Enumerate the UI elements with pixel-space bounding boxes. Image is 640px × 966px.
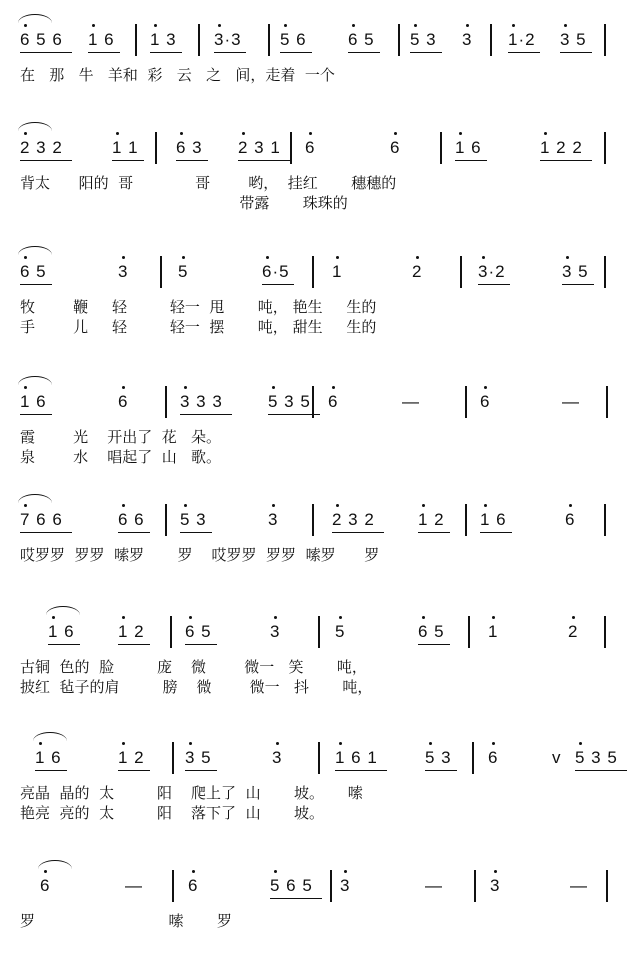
note-group: 6 6 — [118, 510, 145, 529]
octave-dot — [266, 256, 269, 259]
note-group: — — [562, 392, 580, 411]
note-group: 6 5 6 — [20, 30, 63, 49]
bar-line — [440, 132, 442, 164]
bar-line — [172, 742, 174, 774]
beam-line — [185, 644, 217, 645]
bar-line — [474, 870, 476, 902]
bar-line — [312, 256, 314, 288]
note-group: 6 3 — [176, 138, 203, 157]
lyric-line-2: 披红 毡子的肩 膀 微 微一 抖 吨， — [20, 678, 373, 696]
beam-line — [112, 160, 144, 161]
note-group: 3 5 — [560, 30, 587, 49]
octave-dot — [274, 870, 277, 873]
note-group: 1 6 — [48, 622, 75, 641]
beam-line — [48, 644, 80, 645]
octave-dot — [24, 24, 27, 27]
note-group: 3 — [490, 876, 501, 895]
octave-dot — [544, 132, 547, 135]
octave-dot — [189, 742, 192, 745]
beam-line — [150, 52, 182, 53]
beam-line — [180, 532, 212, 533]
bar-line — [312, 386, 314, 418]
octave-dot — [116, 132, 119, 135]
note-group: 6 — [328, 392, 339, 411]
note-group: — — [125, 876, 143, 895]
bar-line — [604, 256, 606, 288]
octave-dot — [336, 504, 339, 507]
note-group: 5 3 5 — [268, 392, 311, 411]
bar-line — [460, 256, 462, 288]
slur-arc — [18, 14, 52, 23]
score-row — [0, 30, 640, 120]
beam-line — [335, 770, 387, 771]
beam-line — [35, 770, 67, 771]
note-group: 6 — [118, 392, 129, 411]
note-group: 1 2 — [418, 510, 445, 529]
score-row — [0, 138, 640, 228]
octave-dot — [272, 386, 275, 389]
note-group: 6 — [390, 138, 401, 157]
note-group: 3 — [270, 622, 281, 641]
note-group: 6 — [565, 510, 576, 529]
beam-line — [176, 160, 208, 161]
beam-line — [262, 284, 294, 285]
octave-dot — [579, 742, 582, 745]
octave-dot — [122, 504, 125, 507]
octave-dot — [512, 24, 515, 27]
beam-line — [332, 532, 384, 533]
bar-line — [268, 24, 270, 56]
octave-dot — [572, 616, 575, 619]
note-group: 1 — [488, 622, 499, 641]
beam-line — [410, 52, 442, 53]
bar-line — [170, 616, 172, 648]
octave-dot — [344, 870, 347, 873]
bar-line — [606, 870, 608, 902]
note-group: 2 3 2 — [20, 138, 63, 157]
bar-line — [165, 504, 167, 536]
note-group: 3 — [118, 262, 129, 281]
lyric-line-1: 在 那 牛 羊和 彩 云 之 间，走着 一个 — [20, 66, 335, 84]
octave-dot — [92, 24, 95, 27]
slur-arc — [18, 494, 52, 503]
score-row — [0, 262, 640, 352]
note-group: 5 3 — [180, 510, 207, 529]
octave-dot — [416, 256, 419, 259]
octave-dot — [24, 132, 27, 135]
slur-arc — [18, 246, 52, 255]
note-group: 2 3 1 — [238, 138, 281, 157]
beam-line — [540, 160, 592, 161]
octave-dot — [189, 616, 192, 619]
beam-line — [270, 898, 322, 899]
octave-dot — [122, 386, 125, 389]
note-group: 1 6 — [88, 30, 115, 49]
beam-line — [418, 644, 450, 645]
note-group: 6 5 — [348, 30, 375, 49]
octave-dot — [484, 504, 487, 507]
bar-line — [604, 132, 606, 164]
octave-dot — [459, 132, 462, 135]
bar-line — [604, 504, 606, 536]
bar-line — [604, 24, 606, 56]
bar-line — [318, 742, 320, 774]
note-group: 5 3 — [425, 748, 452, 767]
octave-dot — [422, 616, 425, 619]
octave-dot — [39, 742, 42, 745]
note-group: 1 3 — [150, 30, 177, 49]
octave-dot — [494, 870, 497, 873]
octave-dot — [274, 616, 277, 619]
bar-line — [398, 24, 400, 56]
note-group: — — [570, 876, 588, 895]
octave-dot — [492, 742, 495, 745]
slur-arc — [18, 376, 52, 385]
beam-line — [20, 414, 52, 415]
octave-dot — [52, 616, 55, 619]
octave-dot — [309, 132, 312, 135]
octave-dot — [566, 256, 569, 259]
octave-dot — [24, 386, 27, 389]
bar-line — [198, 24, 200, 56]
bar-line — [465, 504, 467, 536]
note-group: 1 — [332, 262, 343, 281]
note-group: 6 — [188, 876, 199, 895]
octave-dot — [492, 616, 495, 619]
lyric-line-2: 手 儿 轻 轻一 摆 吨， 甜生 生的 — [20, 318, 377, 336]
note-group: 3 5 — [562, 262, 589, 281]
bar-line — [172, 870, 174, 902]
lyric-line-1: 哎罗罗 罗罗 嗦罗 罗 哎罗罗 罗罗 嗦罗 罗 — [20, 546, 380, 564]
octave-dot — [422, 504, 425, 507]
note-group: v — [552, 748, 562, 767]
score-row — [0, 876, 640, 966]
octave-dot — [180, 132, 183, 135]
octave-dot — [242, 132, 245, 135]
lyric-line-2: 泉 水 唱起了 山 歌。 — [20, 448, 222, 466]
bar-line — [468, 616, 470, 648]
note-group: 6 — [480, 392, 491, 411]
note-group: 1·2 — [508, 30, 536, 49]
octave-dot — [122, 616, 125, 619]
octave-dot — [184, 386, 187, 389]
octave-dot — [24, 256, 27, 259]
beam-line — [20, 532, 72, 533]
note-group: 6 5 — [185, 622, 212, 641]
lyric-line-1: 古铜 色的 脸 庞 微 微一 笑 吨， — [20, 658, 367, 676]
bar-line — [318, 616, 320, 648]
note-group: 2 — [412, 262, 423, 281]
beam-line — [20, 52, 72, 53]
note-group: 5 6 — [280, 30, 307, 49]
bar-line — [160, 256, 162, 288]
note-group: 3 3 3 — [180, 392, 223, 411]
lyric-line-2: 艳亮 亮的 太 阳 落下了 山 坡。 — [20, 804, 324, 822]
beam-line — [575, 770, 627, 771]
note-group: 1 6 — [480, 510, 507, 529]
note-group: 3 — [340, 876, 351, 895]
slur-arc — [46, 606, 80, 615]
note-group: 6 — [305, 138, 316, 157]
beam-line — [238, 160, 290, 161]
lyric-line-1: 霞 光 开出了 花 朵。 — [20, 428, 222, 446]
beam-line — [180, 414, 232, 415]
bar-line — [165, 386, 167, 418]
octave-dot — [352, 24, 355, 27]
beam-line — [118, 532, 150, 533]
score-row — [0, 622, 640, 712]
octave-dot — [184, 504, 187, 507]
octave-dot — [394, 132, 397, 135]
octave-dot — [482, 256, 485, 259]
octave-dot — [339, 616, 342, 619]
bar-line — [472, 742, 474, 774]
octave-dot — [339, 742, 342, 745]
beam-line — [20, 284, 52, 285]
beam-line — [88, 52, 120, 53]
octave-dot — [272, 504, 275, 507]
beam-line — [118, 644, 150, 645]
beam-line — [480, 532, 512, 533]
bar-line — [290, 132, 292, 164]
note-group: 5 — [178, 262, 189, 281]
beam-line — [455, 160, 487, 161]
octave-dot — [564, 24, 567, 27]
note-group: 7 6 6 — [20, 510, 63, 529]
bar-line — [135, 24, 137, 56]
lyric-line-1: 亮晶 晶的 太 阳 爬上了 山 坡。 嗦 — [20, 784, 363, 802]
octave-dot — [332, 386, 335, 389]
beam-line — [562, 284, 594, 285]
note-group: 6·5 — [262, 262, 290, 281]
note-group: 1 2 2 — [540, 138, 583, 157]
lyric-line-2: 带露 珠珠的 — [20, 194, 348, 212]
beam-line — [214, 52, 246, 53]
bar-line — [490, 24, 492, 56]
note-group: 2 3 2 — [332, 510, 375, 529]
bar-line — [606, 386, 608, 418]
note-group: 1 2 — [118, 748, 145, 767]
octave-dot — [466, 24, 469, 27]
bar-line — [155, 132, 157, 164]
note-group: 1 6 1 — [335, 748, 378, 767]
octave-dot — [218, 24, 221, 27]
score-row — [0, 510, 640, 600]
note-group: 6 5 — [20, 262, 47, 281]
beam-line — [425, 770, 457, 771]
note-group: 3·2 — [478, 262, 506, 281]
note-group: 6 — [40, 876, 51, 895]
lyric-line-1: 牧 鞭 轻 轻一 甩 吨， 艳生 生的 — [20, 298, 377, 316]
note-group: — — [402, 392, 420, 411]
octave-dot — [154, 24, 157, 27]
note-group: — — [425, 876, 443, 895]
note-group: 6 — [488, 748, 499, 767]
note-group: 6 5 — [418, 622, 445, 641]
octave-dot — [276, 742, 279, 745]
lyric-line-1: 背太 阳的 哥 哥 哟， 挂红 穗穗的 — [20, 174, 397, 192]
beam-line — [20, 160, 72, 161]
octave-dot — [484, 386, 487, 389]
slur-arc — [33, 732, 67, 741]
octave-dot — [284, 24, 287, 27]
beam-line — [280, 52, 312, 53]
note-group: 3 — [268, 510, 279, 529]
note-group: 5 6 5 — [270, 876, 313, 895]
beam-line — [508, 52, 540, 53]
note-group: 1 6 — [20, 392, 47, 411]
note-group: 1 6 — [35, 748, 62, 767]
note-group: 5 3 5 — [575, 748, 618, 767]
beam-line — [418, 532, 450, 533]
score-row — [0, 748, 640, 838]
octave-dot — [182, 256, 185, 259]
octave-dot — [122, 256, 125, 259]
score-row — [0, 392, 640, 482]
octave-dot — [429, 742, 432, 745]
octave-dot — [414, 24, 417, 27]
bar-line — [604, 616, 606, 648]
beam-line — [185, 770, 217, 771]
octave-dot — [44, 870, 47, 873]
bar-line — [330, 870, 332, 902]
slur-arc — [38, 860, 72, 869]
beam-line — [348, 52, 380, 53]
beam-line — [478, 284, 510, 285]
note-group: 3 5 — [185, 748, 212, 767]
note-group: 3 — [462, 30, 473, 49]
octave-dot — [122, 742, 125, 745]
note-group: 3·3 — [214, 30, 242, 49]
octave-dot — [24, 504, 27, 507]
note-group: 1 6 — [455, 138, 482, 157]
beam-line — [560, 52, 592, 53]
note-group: 1 2 — [118, 622, 145, 641]
beam-line — [118, 770, 150, 771]
note-group: 5 — [335, 622, 346, 641]
bar-line — [465, 386, 467, 418]
octave-dot — [192, 870, 195, 873]
octave-dot — [569, 504, 572, 507]
slur-arc — [18, 122, 52, 131]
note-group: 3 — [272, 748, 283, 767]
bar-line — [312, 504, 314, 536]
note-group: 1 1 — [112, 138, 139, 157]
note-group: 5 3 — [410, 30, 437, 49]
note-group: 2 — [568, 622, 579, 641]
octave-dot — [336, 256, 339, 259]
lyric-line-1: 罗 嗦 罗 — [20, 912, 232, 930]
